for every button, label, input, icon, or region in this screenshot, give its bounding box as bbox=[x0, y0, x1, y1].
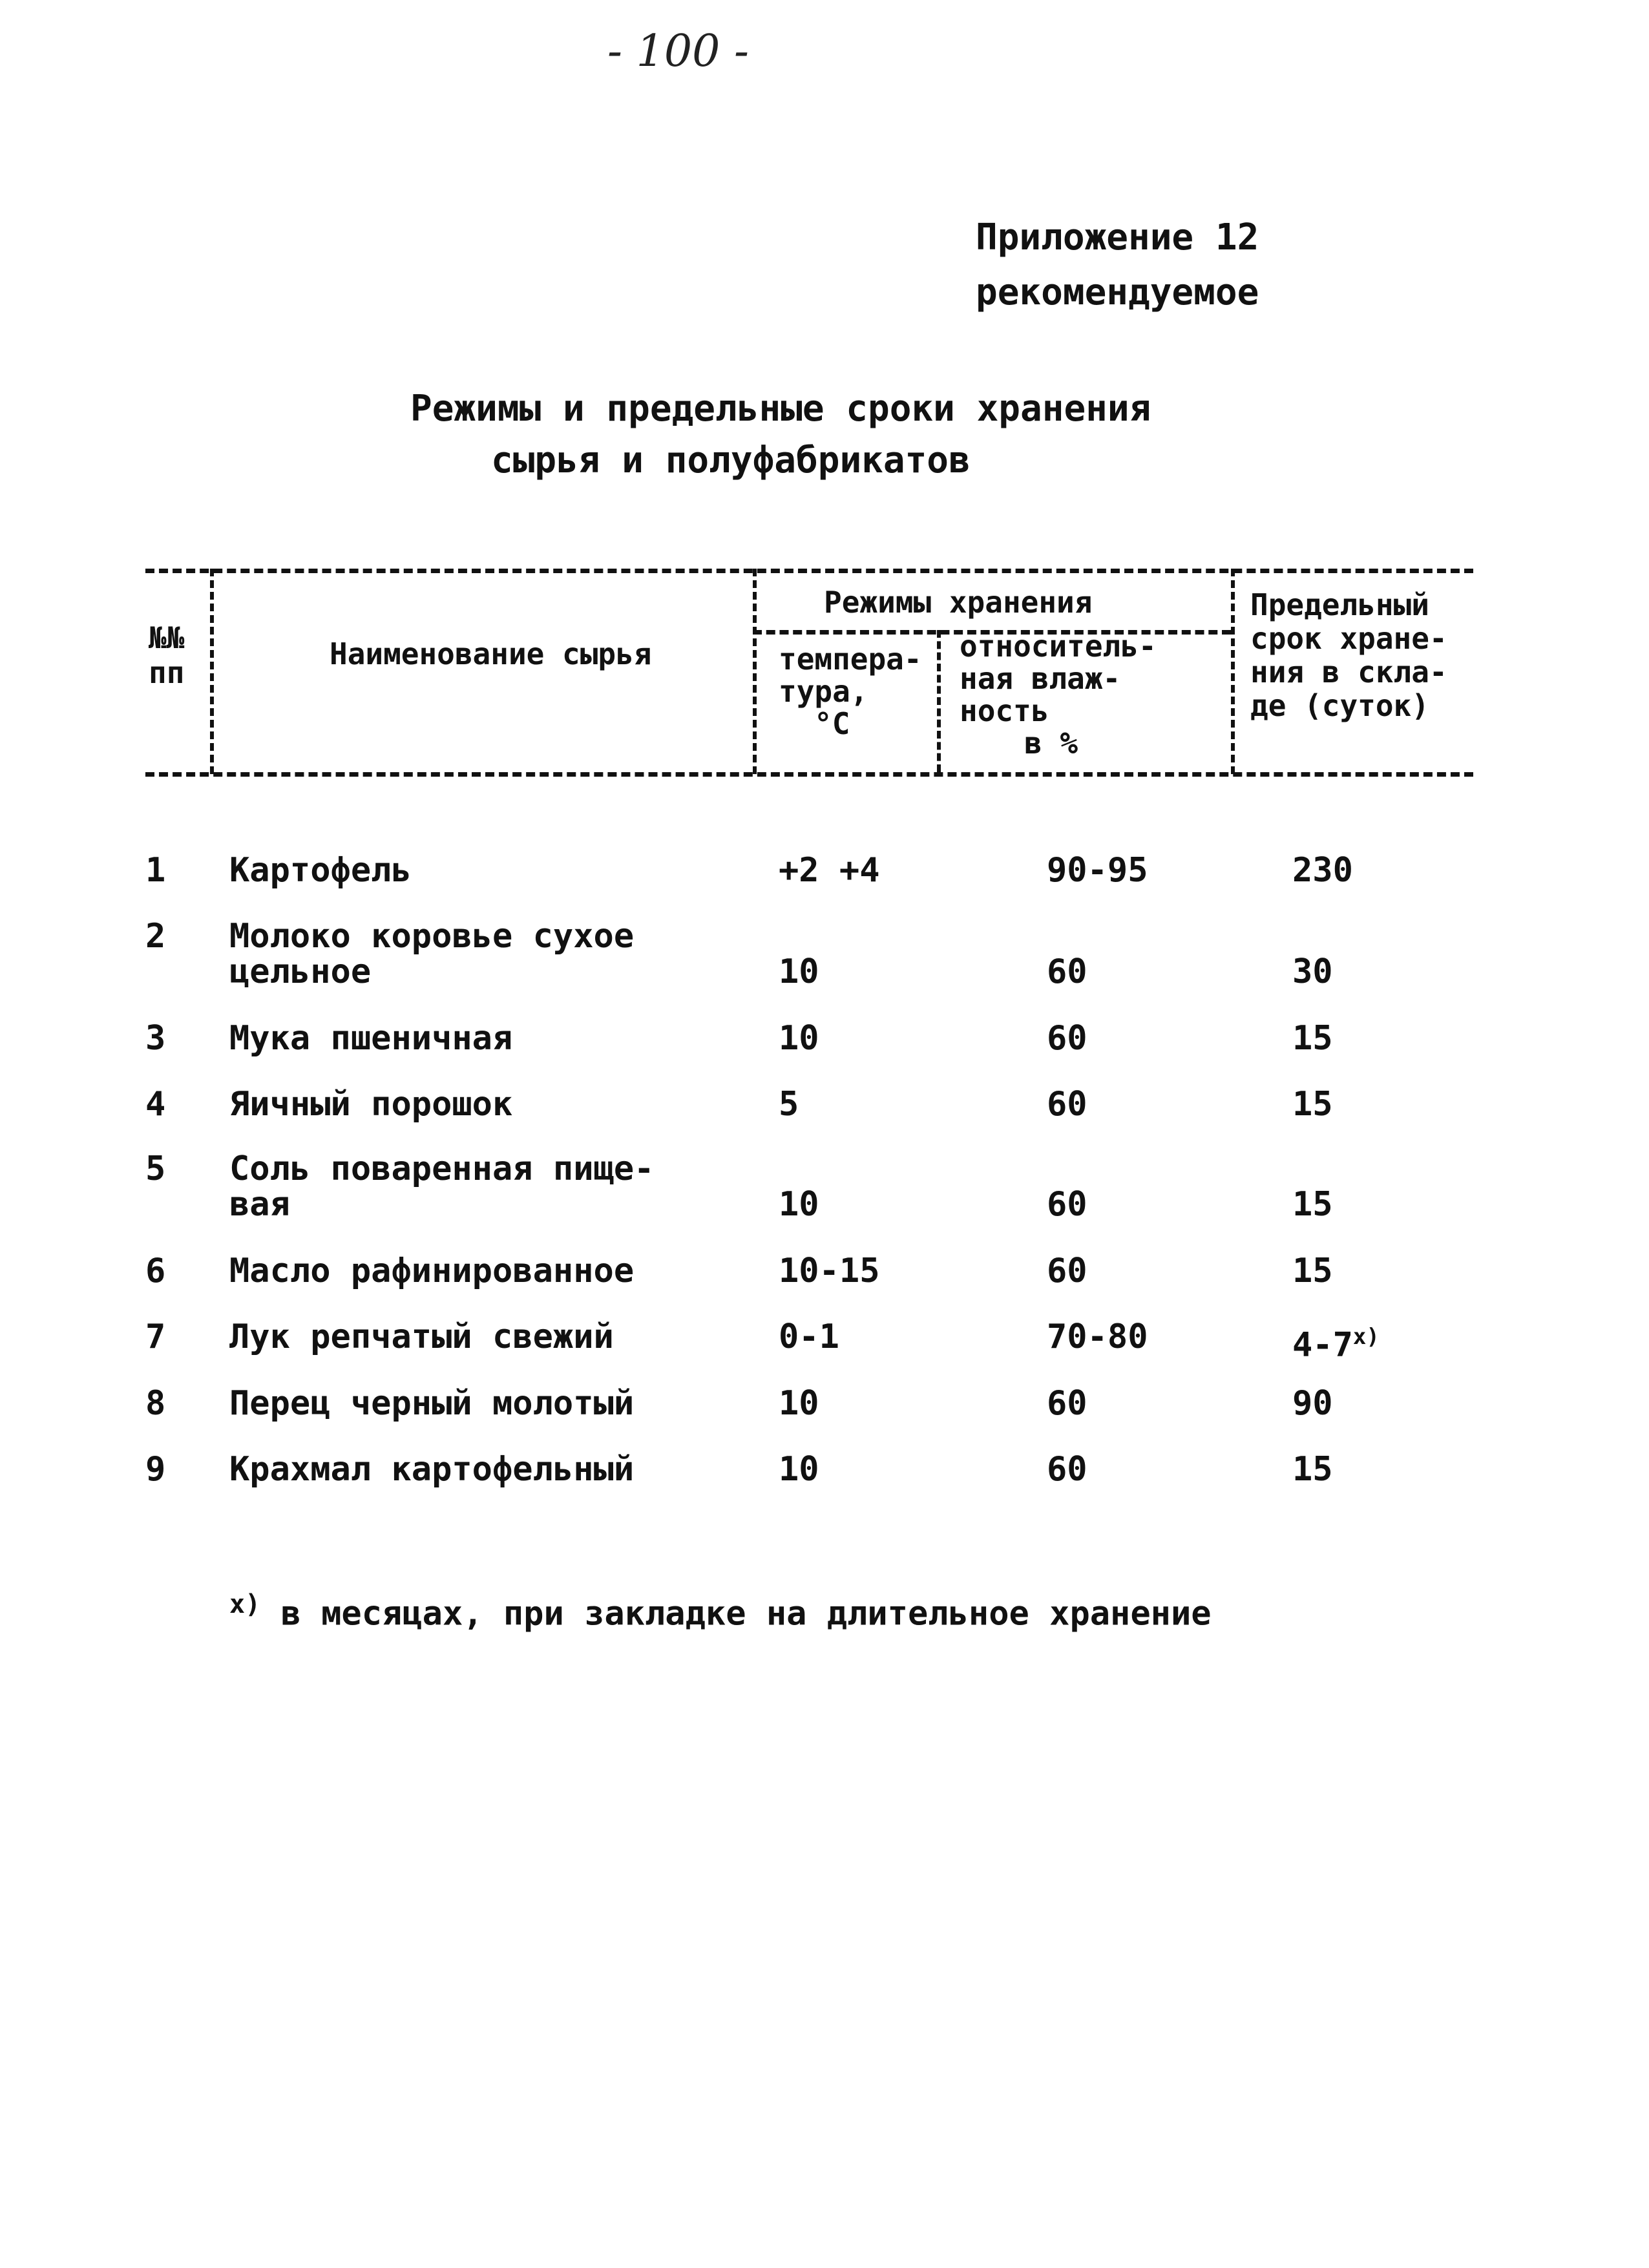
header-shelf-line: ния в скла- bbox=[1250, 655, 1447, 689]
row-humidity: 60 bbox=[1047, 1450, 1087, 1489]
row-shelf-life: 15 bbox=[1292, 1019, 1333, 1058]
row-name: Молоко коровье сухое bbox=[229, 917, 635, 956]
document-subtitle: сырья и полуфабрикатов bbox=[491, 439, 971, 481]
row-shelf-life: 90 bbox=[1292, 1384, 1333, 1423]
row-shelf-life: 30 bbox=[1292, 952, 1333, 991]
header-shelf-line: де (суток) bbox=[1250, 688, 1429, 723]
appendix-status: рекомендуемое bbox=[976, 271, 1259, 313]
header-storage-mode: Режимы хранения bbox=[824, 585, 1093, 620]
row-number: 7 bbox=[145, 1318, 166, 1356]
row-number: 3 bbox=[145, 1019, 166, 1058]
row-temperature: 10-15 bbox=[779, 1252, 880, 1290]
header-number-line: №№ bbox=[149, 620, 185, 655]
row-number: 4 bbox=[145, 1085, 166, 1124]
row-shelf-life: 15 bbox=[1292, 1450, 1333, 1489]
header-divider-2 bbox=[753, 569, 757, 774]
row-number: 9 bbox=[145, 1450, 166, 1489]
header-number-line: пп bbox=[149, 655, 185, 690]
row-number: 1 bbox=[145, 851, 166, 890]
header-humidity-line: относитель- bbox=[960, 629, 1157, 664]
shelf-footnote-mark: x) bbox=[1352, 1324, 1380, 1350]
document-title: Режимы и предельные сроки хранения bbox=[410, 388, 1151, 430]
header-humidity-line: ность bbox=[960, 693, 1049, 728]
row-number: 5 bbox=[145, 1150, 166, 1188]
page-number: - 100 - bbox=[607, 26, 749, 77]
header-shelf-life bbox=[1250, 588, 1447, 722]
row-temperature: 0-1 bbox=[779, 1318, 839, 1356]
row-shelf-life bbox=[1292, 1318, 1380, 1363]
header-temperature-line: темпера- bbox=[779, 642, 922, 677]
header-divider-1 bbox=[210, 569, 214, 774]
row-temperature: +2 +4 bbox=[779, 851, 880, 890]
row-name: Крахмал картофельный bbox=[229, 1450, 635, 1489]
row-temperature: 10 bbox=[779, 952, 819, 991]
footnote bbox=[229, 1590, 1212, 1633]
row-name: Яичный порошок bbox=[229, 1085, 513, 1124]
header-number bbox=[149, 620, 184, 690]
row-number: 6 bbox=[145, 1252, 166, 1290]
row-number: 8 bbox=[145, 1384, 166, 1423]
header-name: Наименование сырья bbox=[330, 636, 652, 671]
row-humidity: 60 bbox=[1047, 1384, 1087, 1423]
row-shelf-life: 15 bbox=[1292, 1085, 1333, 1124]
row-name: Соль поваренная пище- bbox=[229, 1150, 655, 1188]
shelf-value: 4-7 bbox=[1292, 1325, 1353, 1365]
row-temperature: 10 bbox=[779, 1450, 819, 1489]
row-humidity: 60 bbox=[1047, 1252, 1087, 1290]
row-name: Лук репчатый свежий bbox=[229, 1318, 614, 1356]
header-divider-3 bbox=[1231, 569, 1235, 774]
row-name: Картофель bbox=[229, 851, 412, 890]
row-humidity: 60 bbox=[1047, 1019, 1087, 1058]
header-bottom-rule bbox=[145, 772, 1473, 777]
header-temperature-line: °С bbox=[814, 706, 850, 741]
header-humidity bbox=[960, 630, 1157, 759]
footnote-mark: x) bbox=[229, 1590, 261, 1619]
row-temperature: 10 bbox=[779, 1384, 819, 1423]
header-shelf-line: срок хране- bbox=[1250, 621, 1447, 656]
row-name-cont: вая bbox=[229, 1185, 290, 1224]
row-temperature: 10 bbox=[779, 1019, 819, 1058]
row-temperature: 5 bbox=[779, 1085, 799, 1124]
footnote-text: в месяцах, при закладке на длительное хранение bbox=[280, 1594, 1212, 1633]
header-humidity-line: в % bbox=[1024, 726, 1078, 761]
row-temperature: 10 bbox=[779, 1185, 819, 1224]
row-shelf-life: 15 bbox=[1292, 1252, 1333, 1290]
header-temperature bbox=[779, 643, 922, 740]
header-humidity-line: ная влаж- bbox=[960, 661, 1121, 696]
row-humidity: 60 bbox=[1047, 1185, 1087, 1224]
header-divider-4 bbox=[937, 630, 941, 772]
row-shelf-life: 230 bbox=[1292, 851, 1353, 890]
row-name: Перец черный молотый bbox=[229, 1384, 635, 1423]
row-name: Масло рафинированное bbox=[229, 1252, 635, 1290]
row-name: Мука пшеничная bbox=[229, 1019, 513, 1058]
header-top-rule bbox=[145, 569, 1473, 573]
row-number: 2 bbox=[145, 917, 166, 956]
header-temperature-line: тура, bbox=[779, 674, 868, 709]
row-humidity: 60 bbox=[1047, 1085, 1087, 1124]
appendix-label: Приложение 12 bbox=[976, 216, 1259, 258]
row-name-cont: цельное bbox=[229, 952, 372, 991]
row-humidity: 70-80 bbox=[1047, 1318, 1148, 1356]
row-shelf-life: 15 bbox=[1292, 1185, 1333, 1224]
header-shelf-line: Предельный bbox=[1250, 587, 1429, 622]
row-humidity: 60 bbox=[1047, 952, 1087, 991]
row-humidity: 90-95 bbox=[1047, 851, 1148, 890]
